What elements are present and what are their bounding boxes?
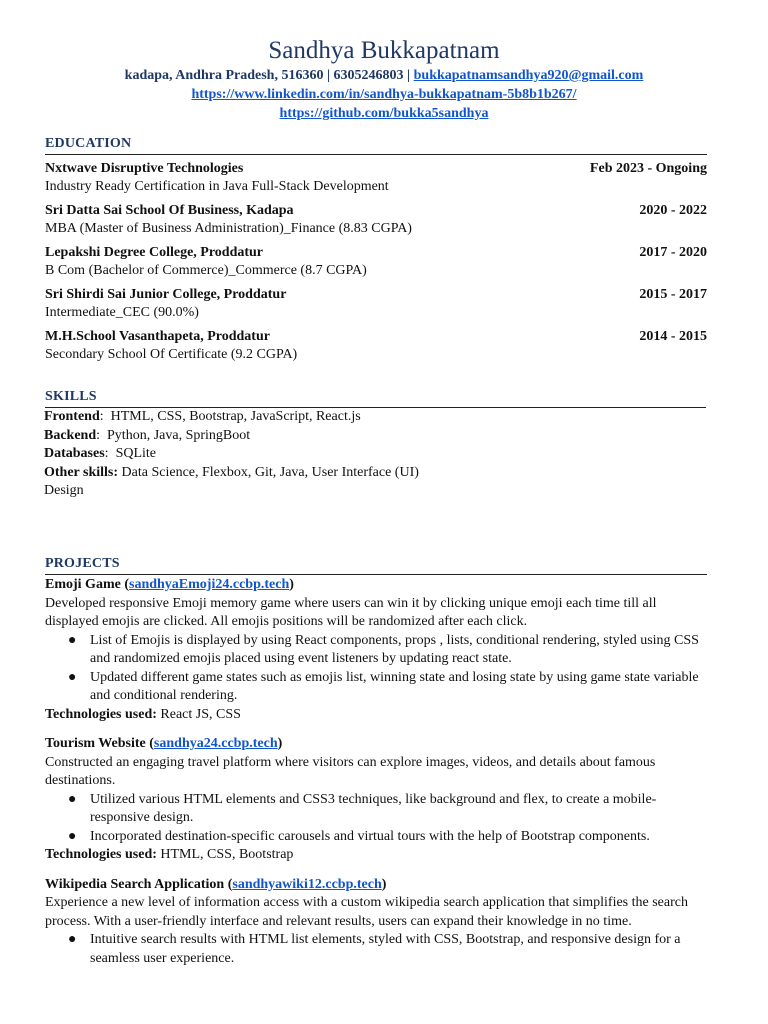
education-degree: Industry Ready Certification in Java Full-Stack Development xyxy=(45,179,389,194)
project-item xyxy=(45,576,707,724)
project-bullets xyxy=(45,632,707,706)
skill-value: SQLite xyxy=(115,446,157,461)
github-link[interactable]: https://github.com/bukka5sandhya xyxy=(279,106,489,121)
education-item xyxy=(45,328,707,364)
project-item xyxy=(45,876,707,969)
bullet-item: ● List of Emojis is displayed by using React components, props , lists, conditional rendering, styled using CSS and randomized emojis placed using event listeners by updating react state. xyxy=(68,632,699,666)
education-heading: EDUCATION xyxy=(45,135,707,155)
projects-heading: PROJECTS xyxy=(45,555,707,575)
education-date: 2015 - 2017 xyxy=(639,287,707,302)
project-bullets xyxy=(45,931,707,968)
education-date: 2014 - 2015 xyxy=(639,329,707,344)
candidate-name: Sandhya Bukkapatnam xyxy=(268,37,500,64)
skills-section xyxy=(44,388,706,501)
project-description: Experience a new level of information access with a custom wikipedia search application that simplifies the search process. With a user-friendly interface and relevant results, users can expand their knowledge in no time. xyxy=(45,895,688,929)
education-institution: Lepakshi Degree College, Proddatur xyxy=(45,245,264,260)
project-link[interactable]: sandhyawiki12.ccbp.tech xyxy=(232,876,382,892)
bullet-icon: ● xyxy=(68,932,77,947)
project-title: Emoji Game (sandhyaEmoji24.ccbp.tech) xyxy=(45,577,294,592)
education-date: Feb 2023 - Ongoing xyxy=(589,161,707,176)
education-item xyxy=(45,202,707,238)
project-link[interactable]: sandhya24.ccbp.tech xyxy=(153,736,278,751)
project-name: Tourism Website xyxy=(45,736,146,751)
education-institution: M.H.School Vasanthapeta, Proddatur xyxy=(45,329,270,344)
skill-line: Backend: Python, Java, SpringBoot xyxy=(44,427,251,443)
education-date: 2017 - 2020 xyxy=(639,245,707,260)
education-degree: B Com (Bachelor of Commerce)_Commerce (8.7 CGPA) xyxy=(45,263,367,278)
skill-value: Python, Java, SpringBoot xyxy=(107,427,251,443)
project-title: Wikipedia Search Application (sandhyawiki12.ccbp.tech) xyxy=(45,876,387,892)
project-item xyxy=(45,735,707,865)
bullet-icon: ● xyxy=(68,791,77,807)
project-tech: Technologies used: React JS, CSS xyxy=(45,706,241,722)
skill-label: Backend xyxy=(44,427,97,443)
project-link[interactable]: sandhyaEmoji24.ccbp.tech xyxy=(129,577,290,592)
education-institution: Nxtwave Disruptive Technologies xyxy=(45,161,244,176)
education-degree: Secondary School Of Certificate (9.2 CGPA) xyxy=(45,347,298,362)
project-title: Tourism Website (sandhya24.ccbp.tech) xyxy=(45,736,283,751)
skill-line: Frontend: HTML, CSS, Bootstrap, JavaScript, React.js xyxy=(44,409,361,424)
skill-line xyxy=(44,464,706,483)
skills-heading: SKILLS xyxy=(45,388,706,408)
education-item xyxy=(45,160,707,196)
skill-label: Frontend xyxy=(44,409,100,424)
education-item xyxy=(45,244,707,280)
skill-value: HTML, CSS, Bootstrap, JavaScript, React.js xyxy=(110,409,361,424)
education-institution: Sri Shirdi Sai Junior College, Proddatur xyxy=(45,287,287,302)
email-link[interactable]: bukkapatnamsandhya920@gmail.com xyxy=(413,68,644,83)
skill-label: Other skills: xyxy=(44,464,119,480)
education-degree: Intermediate_CEC (90.0%) xyxy=(45,305,199,320)
education-item xyxy=(45,286,707,322)
bullet-icon: ● xyxy=(68,669,77,685)
project-name: Emoji Game xyxy=(45,577,121,592)
education-degree: MBA (Master of Business Administration)_Finance (8.83 CGPA) xyxy=(45,221,412,236)
skill-label: Databases xyxy=(44,446,105,461)
project-bullets xyxy=(45,791,707,847)
education-date: 2020 - 2022 xyxy=(639,203,707,218)
project-tech: Technologies used: HTML, CSS, Bootstrap xyxy=(45,847,294,862)
github-line xyxy=(0,104,768,123)
bullet-item: ● Utilized various HTML elements and CSS3 techniques, like background and flex, to create a mobile-responsive design. xyxy=(68,791,657,825)
bullet-item: ● Updated different game states such as emojis list, winning state and losing state by using game state variable and conditional rendering. xyxy=(68,669,699,703)
bullet-icon: ● xyxy=(68,632,77,648)
skill-line: Databases: SQLite xyxy=(44,446,157,461)
bullet-item: ● Incorporated destination-specific carousels and virtual tours with the help of Bootstrap components. xyxy=(90,828,707,847)
phone-text: 6305246803 | xyxy=(333,68,411,83)
skill-value: Data Science, Flexbox, Git, Java, User Interface (UI) xyxy=(121,464,419,480)
project-description: Developed responsive Emoji memory game where users can win it by clicking unique emoji each time till all displayed emojis are clicked. All emojis positions will be randomized after each click. xyxy=(45,595,657,629)
bullet-icon: ● xyxy=(68,828,77,844)
linkedin-link[interactable]: https://www.linkedin.com/in/sandhya-bukkapatnam-5b8b1b267/ xyxy=(191,87,577,102)
project-description: Constructed an engaging travel platform where visitors can explore images, videos, and details about famous destinations. xyxy=(45,754,656,788)
contact-line xyxy=(0,66,768,85)
project-name: Wikipedia Search Application xyxy=(45,876,225,892)
location-text: kadapa, Andhra Pradesh, 516360 | xyxy=(124,68,331,83)
skill-wrap-text: Design xyxy=(44,483,84,498)
resume-header xyxy=(0,36,768,123)
education-institution: Sri Datta Sai School Of Business, Kadapa xyxy=(45,203,294,218)
education-section xyxy=(45,135,707,364)
projects-section xyxy=(45,555,707,968)
bullet-item: ● Intuitive search results with HTML list elements, styled with CSS, Bootstrap, and responsive design for a seamless user experience. xyxy=(68,932,681,966)
linkedin-line xyxy=(0,85,768,104)
